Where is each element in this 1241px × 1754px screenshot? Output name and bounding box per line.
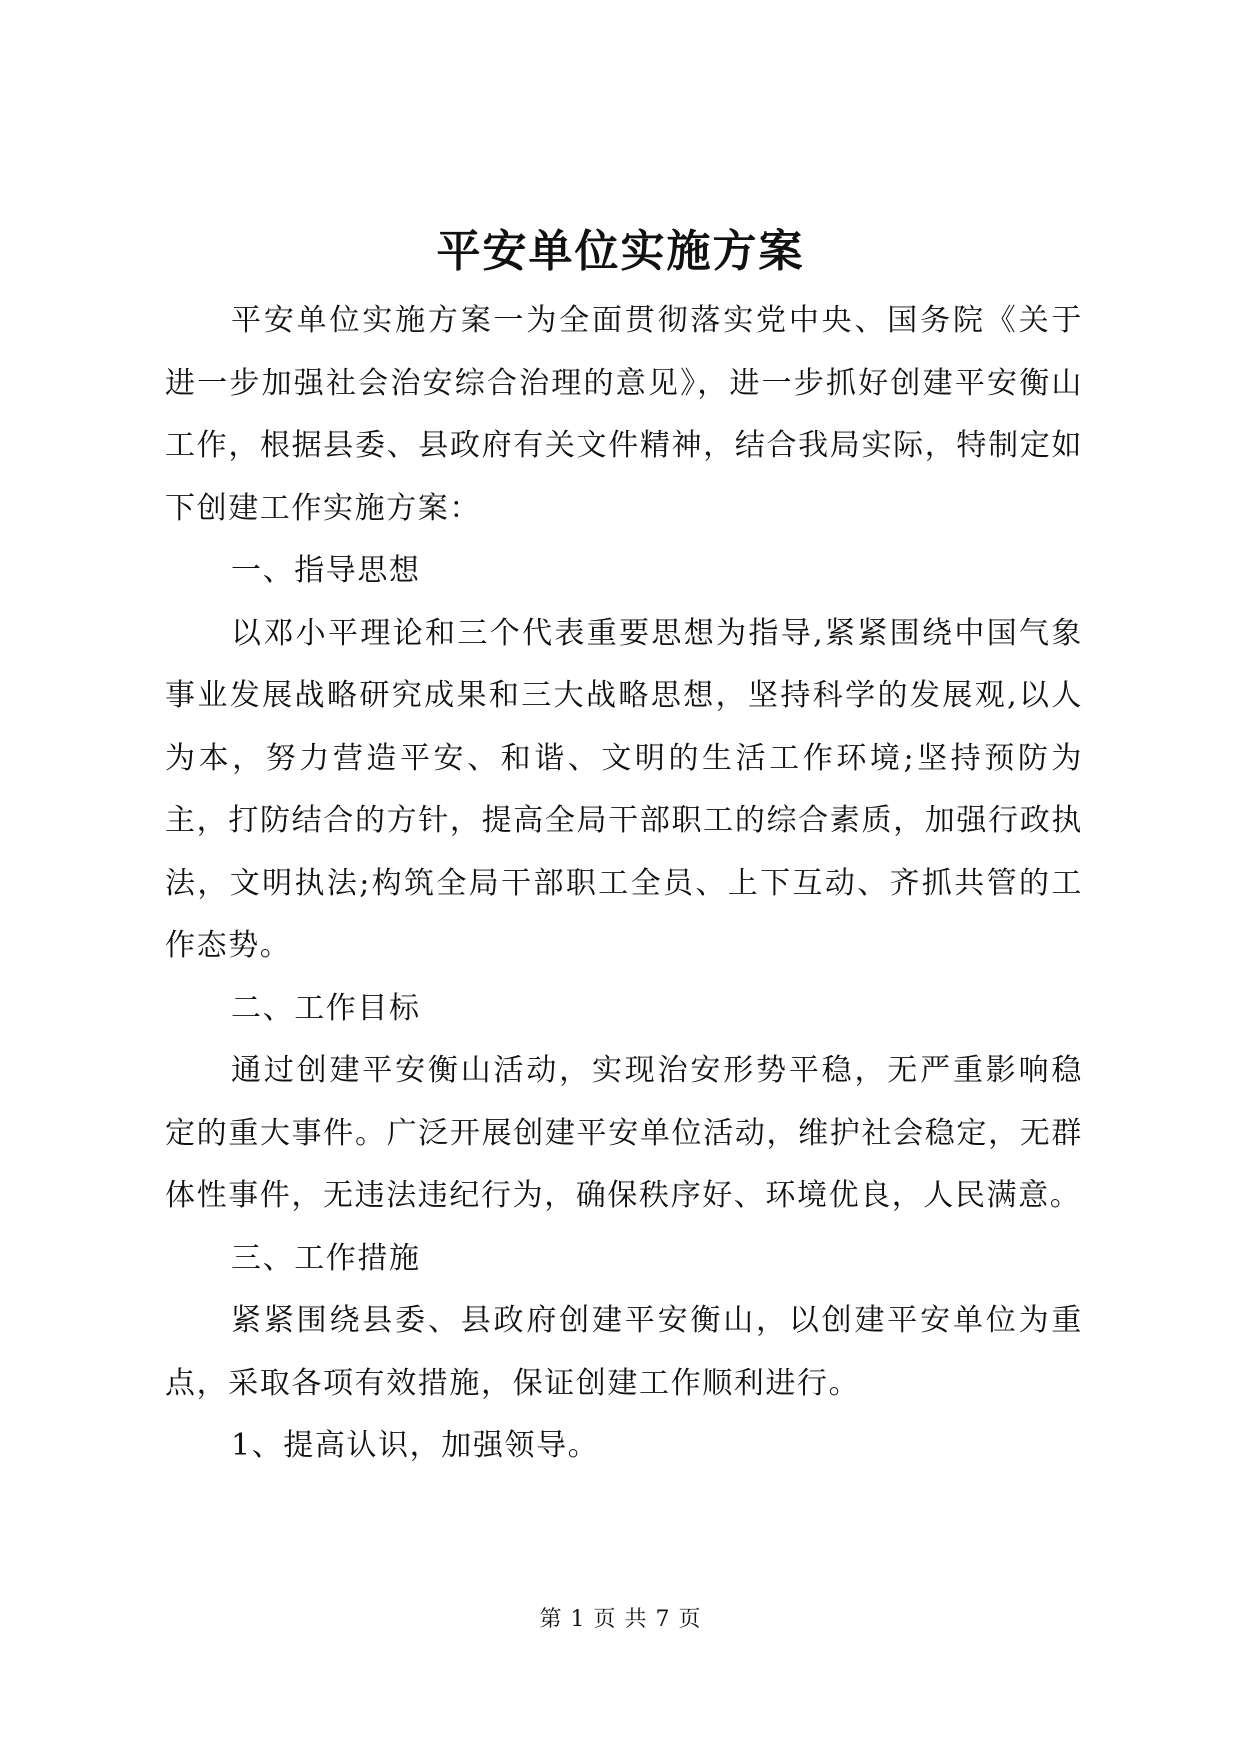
measure-item-1: 1、提高认识，加强领导。 <box>231 1428 600 1463</box>
work-goals-paragraph: 通过创建平安衡山活动，实现治安形势平稳，无严重影响稳定的重大事件。广泛开展创建平安单位活动，维护社会稳定，无群体性事件，无违法违纪行为，确保秩序好、环境优良，人民满意。 <box>165 1053 1083 1213</box>
intro-paragraph: 平安单位实施方案一为全面贯彻落实党中央、国务院《关于进一步加强社会治安综合治理的意见》，进一步抓好创建平安衡山工作，根据县委、县政府有关文件精神，结合我局实际，特制定如下创建工作实施方案： <box>165 303 1083 526</box>
work-measures-paragraph: 紧紧围绕县委、县政府创建平安衡山，以创建平安单位为重点，采取各项有效措施，保证创建工作顺利进行。 <box>165 1303 1083 1401</box>
section-heading-guiding-ideology: 一、指导思想 <box>231 553 421 588</box>
document-title: 平安单位实施方案 <box>436 226 805 277</box>
page-footer <box>0 1605 1241 1635</box>
section-heading-work-measures: 三、工作措施 <box>231 1240 421 1276</box>
section-heading-work-goals: 二、工作目标 <box>231 990 421 1026</box>
document-body <box>165 290 1083 1478</box>
guiding-ideology-paragraph: 以邓小平理论和三个代表重要思想为指导,紧紧围绕中国气象事业发展战略研究成果和三大战略思想，坚持科学的发展观,以人为本，努力营造平安、和谐、文明的生活工作环境;坚持预防为主，打防结合的方针，提高全局干部职工的综合素质，加强行政执法，文明执法;构筑全局干部职工全员、上下互动、齐抓共管的工作态势。 <box>165 615 1083 963</box>
page-number-label: 第 1 页 共 7 页 <box>539 1607 702 1632</box>
